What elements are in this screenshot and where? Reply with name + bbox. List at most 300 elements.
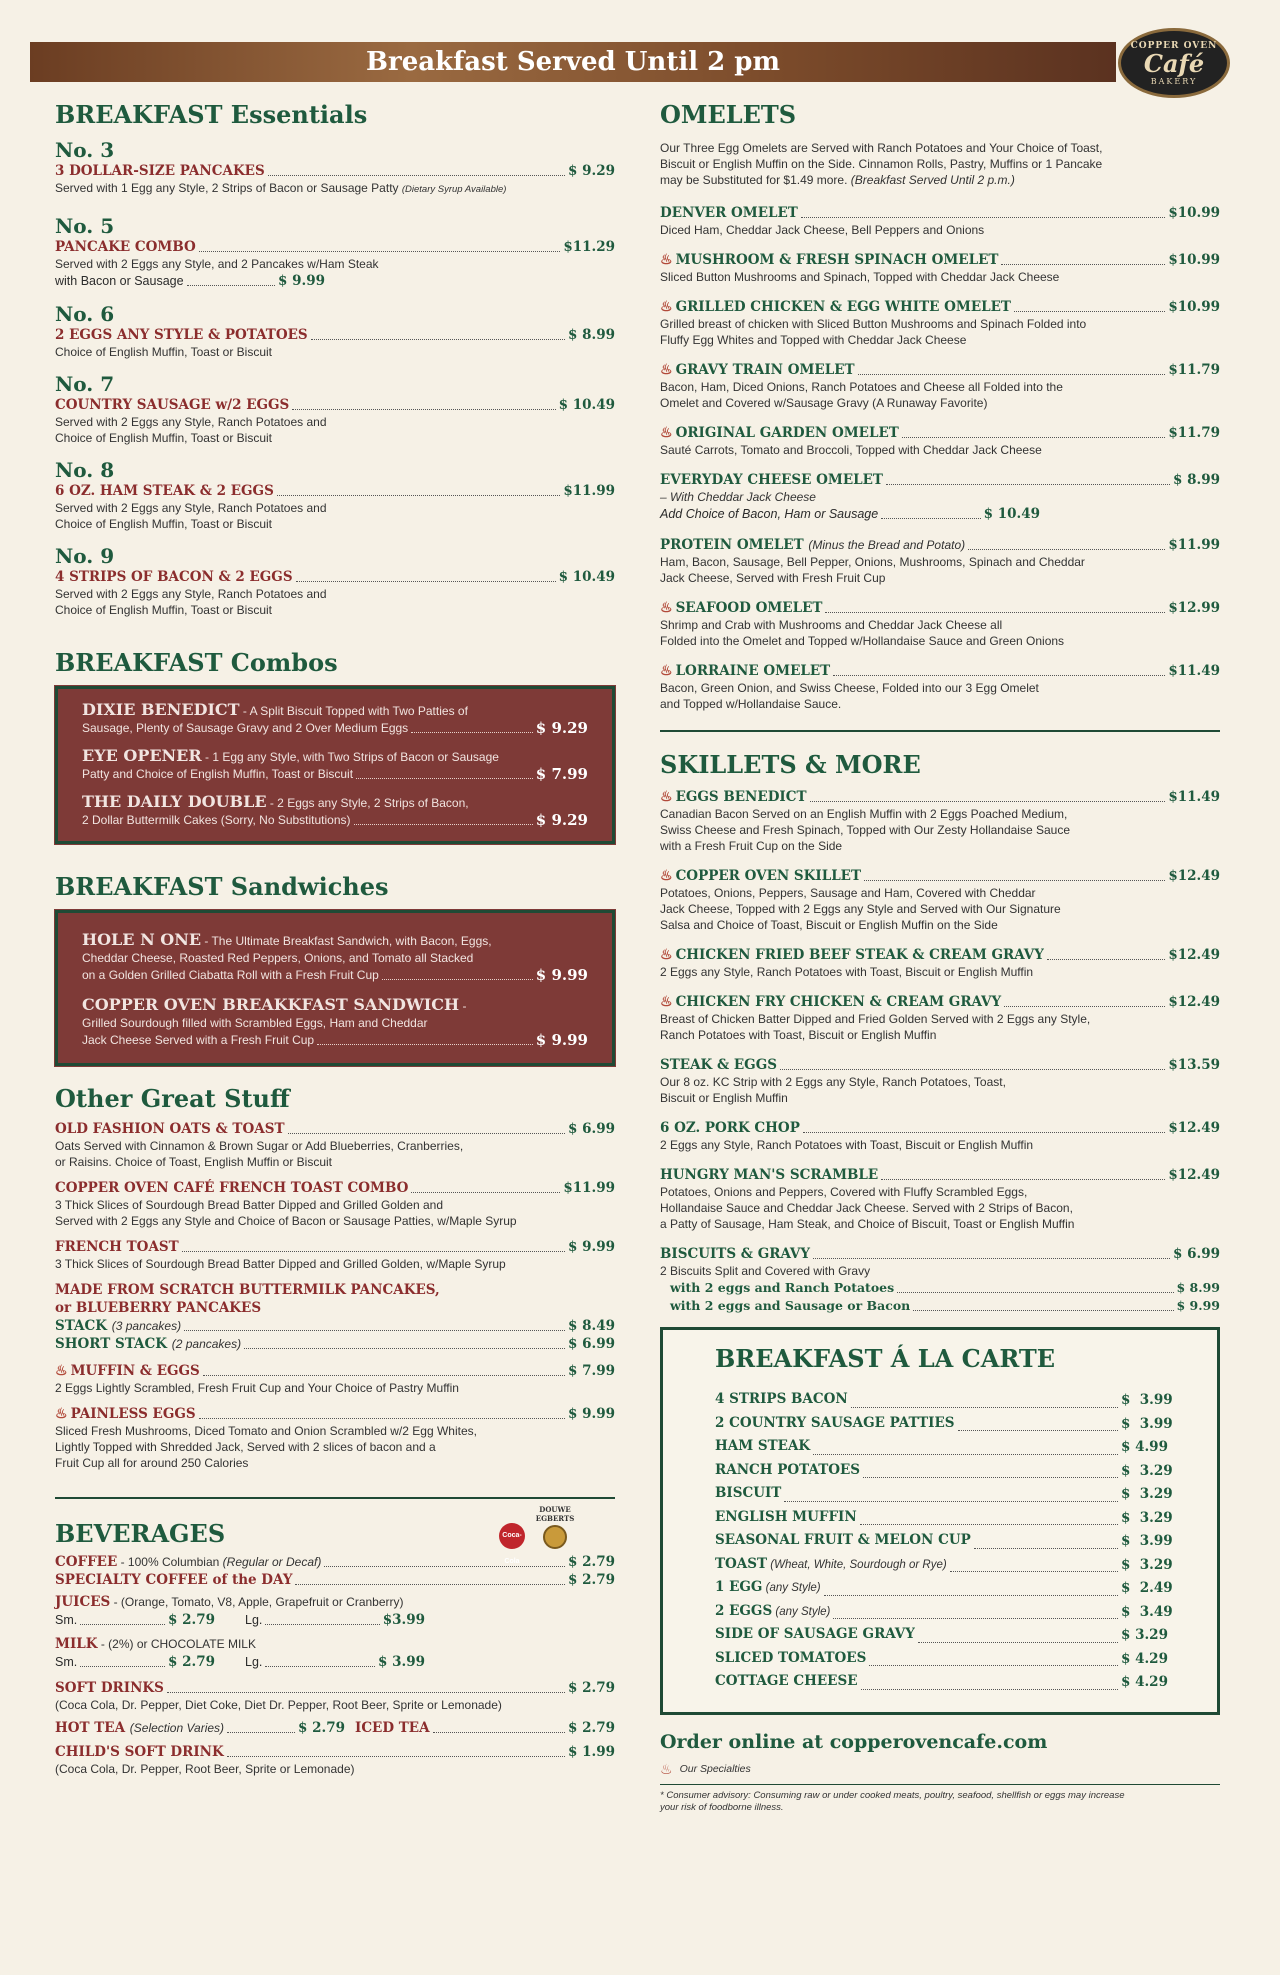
- item-name: HUNGRY MAN'S SCRAMBLE: [660, 1167, 879, 1183]
- skillet-item: [660, 1056, 1220, 1106]
- item-name: BISCUIT: [715, 1485, 782, 1501]
- other-item: [55, 1362, 615, 1396]
- short-stack-price: $ 6.99: [568, 1336, 615, 1352]
- item-desc: Oats Served with Cinnamon & Brown Sugar or Add Blueberries, Cranberries,: [55, 1139, 464, 1153]
- combo-name: DIXIE BENEDICT: [82, 700, 240, 719]
- beverages-list: [55, 1553, 615, 1777]
- consumer-advisory: * Consumer advisory: Consuming raw or under cooked meats, poultry, seafood, shellfish or eggs may increase: [660, 1789, 1125, 1801]
- item-note: (Dietary Syrup Available): [401, 184, 507, 195]
- specialty-icon: ♨: [660, 362, 673, 378]
- combo-name: EYE OPENER: [82, 746, 202, 765]
- item-name: LORRAINE OMELET: [675, 663, 831, 679]
- combo-desc: - 1 Egg any Style, with Two Strips of Bacon or Sausage: [201, 750, 499, 764]
- item-name: PAINLESS EGGS: [70, 1406, 196, 1422]
- alacarte-item: [715, 1459, 1177, 1483]
- douwe-egberts-logo: [535, 1505, 575, 1549]
- logo-top: COPPER OVEN: [1130, 41, 1218, 51]
- item-price: $ 3.49: [1121, 1603, 1173, 1620]
- beverage-price: $ 1.99: [568, 1744, 615, 1760]
- item-desc: Jack Cheese, Topped with 2 Eggs any Style and Served with Our Signature: [660, 902, 1061, 916]
- omelets-title: OMELETS: [660, 100, 797, 129]
- item-desc: Grilled breast of chicken with Sliced Button Mushrooms and Spinach Folded into: [660, 317, 1087, 331]
- alacarte-item: [715, 1623, 1177, 1647]
- item-price: $ 7.99: [568, 1363, 615, 1379]
- skillet-item: [660, 1245, 1220, 1315]
- alacarte-item: [715, 1647, 1177, 1671]
- combo-desc: Patty and Choice of English Muffin, Toast or Biscuit: [82, 767, 354, 781]
- item-name: GRAVY TRAIN OMELET: [675, 362, 855, 378]
- item-price: $11.49: [1168, 789, 1220, 805]
- omelet-item: [660, 536, 1220, 586]
- item-desc: Fluffy Egg Whites and Topped with Cheddar Jack Cheese: [660, 333, 967, 347]
- item-desc: Served with 2 Eggs any Style, Ranch Potatoes and: [55, 415, 327, 429]
- item-price: $10.99: [1168, 252, 1220, 268]
- essentials-item: [55, 138, 615, 198]
- skillets-title: SKILLETS & MORE: [660, 750, 921, 779]
- item-price: $ 3.29: [1121, 1509, 1173, 1526]
- beverage-name: MILK: [55, 1636, 98, 1652]
- item-name: ORIGINAL GARDEN OMELET: [675, 425, 899, 441]
- alacarte-box: [660, 1327, 1220, 1715]
- item-price: $ 3.99: [1121, 1415, 1173, 1432]
- omelet-item: [660, 251, 1220, 285]
- alacarte-item: [715, 1482, 1177, 1506]
- omelets-intro: may be Substituted for $1.49 more.: [660, 173, 851, 187]
- item-note: (Minus the Bread and Potato): [808, 538, 966, 552]
- item-price: $12.49: [1168, 1120, 1220, 1136]
- item-desc: Sliced Fresh Mushrooms, Diced Tomato and Onion Scrambled w/2 Egg Whites,: [55, 1424, 477, 1438]
- item-desc: a Patty of Sausage, Ham Steak, and Choice of Biscuit, Toast or English Muffin: [660, 1217, 1075, 1231]
- beverage-price: $ 2.79: [298, 1720, 345, 1736]
- divider: [55, 1497, 615, 1499]
- item-sub-text: with 2 eggs and Ranch Potatoes: [670, 1280, 895, 1295]
- combo-desc: 2 Dollar Buttermilk Cakes (Sorry, No Substitutions): [82, 813, 351, 827]
- alacarte-title: BREAKFAST Á LA CARTE: [715, 1344, 1056, 1373]
- item-desc: Potatoes, Onions and Peppers, Covered with Fluffy Scrambled Eggs,: [660, 1185, 1028, 1199]
- item-price: $12.49: [1168, 1167, 1220, 1183]
- sandwich-desc: Cheddar Cheese, Roasted Red Peppers, Onions, and Tomato all Stacked: [82, 951, 474, 965]
- item-note: (any Style): [772, 1605, 831, 1618]
- stack-note: (3 pancakes): [111, 1319, 182, 1333]
- beverage-name: ICED TEA: [355, 1720, 430, 1736]
- alacarte-item: [715, 1600, 1177, 1624]
- stack-label: STACK: [55, 1318, 108, 1334]
- item-name: FRENCH TOAST: [55, 1239, 179, 1255]
- item-price: $ 10.49: [558, 569, 615, 585]
- specialty-icon: ♨: [660, 600, 673, 616]
- right-column: [660, 100, 1220, 1814]
- beverage-name: HOT TEA: [55, 1720, 126, 1736]
- beverage-note: (Selection Varies): [129, 1721, 225, 1735]
- combo-item: [82, 747, 588, 783]
- item-name: COPPER OVEN CAFÉ FRENCH TOAST COMBO: [55, 1180, 409, 1196]
- item-price: $10.99: [1168, 299, 1220, 315]
- beverage-price: $ 2.79: [568, 1554, 615, 1570]
- order-online[interactable]: Order online at copperovencafe.com: [660, 1730, 1048, 1753]
- item-price: $ 3.99: [1121, 1392, 1173, 1408]
- item-desc: Swiss Cheese and Fresh Spinach, Topped with Our Zesty Hollandaise Sauce: [660, 823, 1070, 837]
- item-name: MUFFIN & EGGS: [70, 1363, 200, 1379]
- consumer-advisory: your risk of foodborne illness.: [660, 1801, 784, 1813]
- item-desc: 2 Biscuits Split and Covered with Gravy: [660, 1264, 871, 1278]
- item-price: $11.99: [1168, 537, 1220, 553]
- item-desc: and Topped w/Hollandaise Sauce.: [660, 697, 842, 711]
- item-name: TOAST: [715, 1555, 768, 1572]
- skillet-item: [660, 993, 1220, 1043]
- item-price: $ 3.29: [1121, 1486, 1173, 1502]
- douwe-text: DOUWE EGBERTS: [535, 1505, 575, 1523]
- item-desc: or Raisins. Choice of Toast, English Muffin or Biscuit: [55, 1155, 333, 1169]
- item-number: No. 5: [55, 214, 115, 238]
- item-name: MUSHROOM & FRESH SPINACH OMELET: [675, 252, 999, 268]
- item-desc: Shrimp and Crab with Mushrooms and Cheddar Jack Cheese all: [660, 618, 1003, 632]
- beverage-name: CHILD'S SOFT DRINK: [55, 1744, 224, 1760]
- item-price: $ 3.29: [1121, 1556, 1173, 1573]
- combo-desc: - 2 Eggs any Style, 2 Strips of Bacon,: [266, 796, 469, 810]
- beverage-price: $ 2.79: [568, 1680, 615, 1696]
- item-price: $ 4.29: [1121, 1674, 1168, 1690]
- item-price: $11.79: [1168, 362, 1220, 378]
- sandwich-item: [82, 996, 588, 1049]
- item-name: CHICKEN FRY CHICKEN & CREAM GRAVY: [675, 994, 1002, 1010]
- item-desc: 3 Thick Slices of Sourdough Bread Batter Dipped and Grilled Golden, w/Maple Syrup: [55, 1257, 506, 1271]
- alacarte-item: [715, 1412, 1177, 1436]
- essentials-item: [55, 214, 615, 290]
- item-price: $ 3.99: [1121, 1533, 1173, 1549]
- banner: Breakfast Served Until 2 pm: [30, 42, 1116, 82]
- item-price: $ 9.99: [568, 1239, 615, 1255]
- item-sub-price: $ 9.99: [278, 273, 325, 289]
- combo-desc: Sausage, Plenty of Sausage Gravy and 2 Over Medium Eggs: [82, 721, 409, 735]
- skillet-item: [660, 1119, 1220, 1153]
- item-desc: Served with 2 Eggs any Style, and 2 Pancakes w/Ham Steak: [55, 257, 379, 271]
- alacarte-item: [715, 1670, 1177, 1694]
- combo-name: THE DAILY DOUBLE: [82, 792, 267, 811]
- specialties-legend: Our Specialties: [679, 1763, 751, 1775]
- specialty-icon: ♨: [660, 994, 673, 1010]
- item-desc: Omelet and Covered w/Sausage Gravy (A Runaway Favorite): [660, 396, 988, 410]
- item-price: $11.99: [563, 1180, 615, 1196]
- item-name: EGGS BENEDICT: [675, 789, 807, 805]
- omelet-item: [660, 662, 1220, 712]
- alacarte-item: [715, 1553, 1177, 1577]
- combo-item: [82, 793, 588, 829]
- item-name: SIDE OF SAUSAGE GRAVY: [715, 1626, 915, 1642]
- item-price: $ 6.99: [1173, 1246, 1220, 1262]
- item-number: No. 9: [55, 544, 115, 568]
- item-name: 6 OZ. HAM STEAK & 2 EGGS: [55, 483, 274, 499]
- item-desc: Ranch Potatoes with Toast, Biscuit or English Muffin: [660, 1028, 937, 1042]
- skillet-item: [660, 1166, 1220, 1232]
- item-desc: Breast of Chicken Batter Dipped and Fried Golden Served with 2 Eggs any Style,: [660, 1012, 1091, 1026]
- item-name: 6 OZ. PORK CHOP: [660, 1120, 800, 1136]
- omelet-item: [660, 599, 1220, 649]
- sandwiches-box: [55, 910, 615, 1066]
- sandwich-price: $ 9.99: [535, 1031, 588, 1049]
- specialty-icon: ♨: [660, 663, 673, 679]
- omelet-item: [660, 471, 1220, 523]
- cafe-logo: [1118, 28, 1230, 98]
- item-desc: Canadian Bacon Served on an English Muffin with 2 Eggs Poached Medium,: [660, 807, 1068, 821]
- item-price: $ 2.49: [1121, 1580, 1173, 1596]
- item-name: BISCUITS & GRAVY: [660, 1246, 811, 1262]
- sandwiches-title: BREAKFAST Sandwiches: [55, 872, 389, 901]
- essentials-item: [55, 458, 615, 532]
- combo-item: [82, 701, 588, 737]
- skillet-item: [660, 946, 1220, 980]
- beverage-name: JUICES: [55, 1594, 111, 1610]
- item-price: $ 4.29: [1121, 1650, 1168, 1667]
- item-name: COTTAGE CHEESE: [715, 1673, 858, 1689]
- item-price: $11.79: [1168, 425, 1220, 441]
- item-desc: Served with 2 Eggs any Style and Choice of Bacon or Sausage Patties, w/Maple Syrup: [55, 1214, 517, 1228]
- item-sub-price: $ 8.99: [1176, 1280, 1220, 1295]
- other-title: Other Great Stuff: [55, 1084, 290, 1113]
- alacarte-list: [715, 1388, 1177, 1694]
- beverage-price: $ 2.79: [568, 1572, 615, 1588]
- essentials-title: BREAKFAST Essentials: [55, 100, 368, 129]
- item-desc: Jack Cheese, Served with Fresh Fruit Cup: [660, 571, 886, 585]
- skillet-item: [660, 867, 1220, 933]
- item-desc: Lightly Topped with Shredded Jack, Served with 2 slices of bacon and a: [55, 1440, 436, 1454]
- combos-title: BREAKFAST Combos: [55, 648, 338, 677]
- item-price: $13.59: [1168, 1057, 1220, 1073]
- alacarte-item: [715, 1576, 1177, 1600]
- item-sub-price: $ 9.99: [1176, 1298, 1220, 1313]
- item-name: GRILLED CHICKEN & EGG WHITE OMELET: [675, 299, 1011, 315]
- item-desc: Bacon, Green Onion, and Swiss Cheese, Folded into our 3 Egg Omelet: [660, 681, 1039, 695]
- skillet-item: [660, 788, 1220, 854]
- left-column: [55, 100, 615, 1777]
- specialty-icon: ♨: [660, 425, 673, 441]
- beverage-name: SOFT DRINKS: [55, 1680, 164, 1696]
- item-name: SLICED TOMATOES: [715, 1649, 867, 1666]
- price-large: $3.99: [382, 1612, 425, 1628]
- item-desc: Served with 2 Eggs any Style, Ranch Potatoes and: [55, 501, 327, 515]
- alacarte-item: [715, 1506, 1177, 1530]
- alacarte-item: [715, 1435, 1177, 1459]
- short-stack-note: (2 pancakes): [171, 1337, 242, 1351]
- sandwich-desc: Grilled Sourdough filled with Scrambled Eggs, Ham and Cheddar: [82, 1016, 428, 1030]
- item-desc: Ham, Bacon, Sausage, Bell Pepper, Onions, Mushrooms, Spinach and Cheddar: [660, 555, 1085, 569]
- omelets-intro: Our Three Egg Omelets are Served with Ranch Potatoes and Your Choice of Toast,: [660, 141, 1103, 155]
- beverage-desc: - (Orange, Tomato, V8, Apple, Grapefruit or Cranberry): [110, 1595, 404, 1609]
- size-small: Sm.: [55, 1655, 78, 1669]
- other-item: [55, 1120, 615, 1170]
- item-desc: Choice of English Muffin, Toast or Biscuit: [55, 517, 272, 531]
- item-price: $ 9.99: [568, 1406, 615, 1422]
- item-desc: 2 Eggs any Style, Ranch Potatoes with Toast, Biscuit or English Muffin: [660, 1138, 1034, 1152]
- item-price: $ 3.29: [1121, 1462, 1173, 1479]
- item-desc: Bacon, Ham, Diced Onions, Ranch Potatoes and Cheese all Folded into the: [660, 380, 1063, 394]
- sandwich-price: $ 9.99: [535, 966, 588, 984]
- other-item: [55, 1238, 615, 1272]
- item-name: RANCH POTATOES: [715, 1461, 861, 1478]
- item-desc: with a Fresh Fruit Cup on the Side: [660, 839, 843, 853]
- item-price: $12.49: [1168, 994, 1220, 1010]
- item-sub-price: $ 10.49: [983, 506, 1040, 522]
- sandwich-name: COPPER OVEN BREAKKFAST SANDWICH: [82, 995, 460, 1014]
- combo-price: $ 9.29: [535, 811, 588, 829]
- item-price: $ 8.99: [1173, 472, 1220, 488]
- item-desc: Served with 2 Eggs any Style, Ranch Potatoes and: [55, 587, 327, 601]
- item-price: $ 4.99: [1121, 1439, 1168, 1455]
- size-large: Lg.: [245, 1613, 263, 1627]
- item-name: 4 STRIPS OF BACON & 2 EGGS: [55, 569, 293, 585]
- item-price: $12.49: [1168, 868, 1220, 884]
- item-name: EVERYDAY CHEESE OMELET: [660, 472, 883, 488]
- item-name: 3 DOLLAR-SIZE PANCAKES: [55, 163, 265, 179]
- item-price: $ 3.29: [1121, 1627, 1168, 1643]
- item-price: $11.49: [1168, 663, 1220, 679]
- item-price: $11.99: [563, 483, 615, 499]
- item-name: COPPER OVEN SKILLET: [675, 868, 862, 884]
- item-name: SEAFOOD OMELET: [675, 600, 823, 616]
- specialty-icon: ♨: [660, 868, 673, 884]
- item-desc: Sliced Button Mushrooms and Spinach, Topped with Cheddar Jack Cheese: [660, 270, 1060, 284]
- size-small: Sm.: [55, 1613, 78, 1627]
- omelet-item: [660, 298, 1220, 348]
- specialty-icon: ♨: [660, 947, 673, 963]
- other-item: [55, 1281, 615, 1353]
- combo-price: $ 9.29: [535, 719, 588, 737]
- essentials-item: [55, 372, 615, 446]
- logo-bottom: BAKERY: [1150, 77, 1198, 86]
- item-price: $ 6.99: [568, 1121, 615, 1137]
- item-price: $12.49: [1168, 947, 1220, 963]
- sandwich-item: [82, 931, 588, 984]
- coca-cola-logo: Coca-Cola: [499, 1523, 525, 1549]
- combos-box: [55, 686, 615, 844]
- item-price: $11.29: [563, 239, 615, 255]
- item-name: DENVER OMELET: [660, 205, 798, 221]
- specialty-icon: ♨: [55, 1406, 68, 1422]
- sandwich-name: HOLE N ONE: [82, 930, 202, 949]
- item-name: PANCAKE COMBO: [55, 239, 196, 255]
- stack-price: $ 8.49: [568, 1318, 615, 1334]
- specialty-icon: ♨: [55, 1363, 68, 1379]
- item-name: 2 EGGS: [715, 1602, 773, 1619]
- item-name: 4 STRIPS BACON: [715, 1391, 848, 1407]
- item-price: $ 9.29: [568, 163, 615, 179]
- specialty-icon: ♨: [660, 789, 673, 805]
- divider: [660, 1784, 1220, 1785]
- item-sub-text: with Bacon or Sausage: [55, 274, 184, 288]
- beverage-name: SPECIALTY COFFEE of the DAY: [55, 1572, 293, 1588]
- omelets-intro-note: (Breakfast Served Until 2 p.m.): [850, 173, 1015, 187]
- sandwich-desc: on a Golden Grilled Ciabatta Roll with a Fresh Fruit Cup: [82, 968, 379, 982]
- omelet-item: [660, 361, 1220, 411]
- item-name: PROTEIN OMELET: [660, 537, 804, 553]
- item-desc: 2 Eggs Lightly Scrambled, Fresh Fruit Cup and Your Choice of Pastry Muffin: [55, 1381, 459, 1395]
- alacarte-item: [715, 1388, 1177, 1412]
- omelet-item: [660, 424, 1220, 458]
- item-name: STEAK & EGGS: [660, 1057, 777, 1073]
- essentials-item: [55, 544, 615, 618]
- specialty-icon: ♨: [660, 252, 673, 268]
- item-name: OLD FASHION OATS & TOAST: [55, 1121, 285, 1137]
- sandwich-desc: - The Ultimate Breakfast Sandwich, with Bacon, Eggs,: [201, 934, 492, 948]
- omelets-intro: Biscuit or English Muffin on the Side. Cinnamon Rolls, Pastry, Muffins or 1 Pancake: [660, 157, 1103, 171]
- item-desc: Potatoes, Onions, Peppers, Sausage and Ham, Covered with Cheddar: [660, 886, 1036, 900]
- item-desc: Served with 1 Egg any Style, 2 Strips of Bacon or Sausage Patty: [55, 181, 399, 195]
- item-name: CHICKEN FRIED BEEF STEAK & CREAM GRAVY: [675, 947, 1044, 963]
- item-note: (Wheat, White, Sourdough or Rye): [767, 1558, 947, 1571]
- item-desc: 3 Thick Slices of Sourdough Bread Batter Dipped and Grilled Golden and: [55, 1198, 444, 1212]
- price-large: $ 3.99: [378, 1654, 425, 1670]
- sandwich-desc: Jack Cheese Served with a Fresh Fruit Cup: [82, 1033, 315, 1047]
- item-desc: Our 8 oz. KC Strip with 2 Eggs any Style, Ranch Potatoes, Toast,: [660, 1075, 1006, 1089]
- item-desc: Sauté Carrots, Tomato and Broccoli, Topped with Cheddar Jack Cheese: [660, 443, 1042, 457]
- combo-desc: - A Split Biscuit Topped with Two Patties of: [239, 704, 468, 718]
- item-price: $10.99: [1168, 205, 1220, 221]
- beverage-desc: - (2%) or CHOCOLATE MILK: [97, 1637, 256, 1651]
- beverage-price: $ 2.79: [568, 1720, 615, 1736]
- beverage-desc: (Coca Cola, Dr. Pepper, Diet Coke, Diet Dr. Pepper, Root Beer, Sprite or Lemonade): [55, 1698, 502, 1712]
- item-desc: Diced Ham, Cheddar Jack Cheese, Bell Peppers and Onions: [660, 223, 985, 237]
- short-stack-label: SHORT STACK: [55, 1336, 168, 1352]
- item-name: 1 EGG: [715, 1579, 763, 1595]
- item-desc: Hollandaise Sauce and Cheddar Jack Cheese. Served with 2 Strips of Bacon,: [660, 1201, 1073, 1215]
- logo-main: Café: [1143, 49, 1205, 78]
- specialty-icon: ♨: [660, 299, 673, 315]
- item-name: SEASONAL FRUIT & MELON CUP: [715, 1532, 971, 1548]
- item-desc: Choice of English Muffin, Toast or Biscuit: [55, 603, 272, 617]
- item-desc: – With Cheddar Jack Cheese: [660, 490, 816, 504]
- item-name: 2 EGGS ANY STYLE & POTATOES: [55, 327, 308, 343]
- beverage-note: (Regular or Decaf): [222, 1555, 322, 1569]
- item-sub-text: Add Choice of Bacon, Ham or Sausage: [660, 507, 879, 521]
- item-name: or BLUEBERRY PANCAKES: [55, 1300, 262, 1316]
- item-desc: Choice of English Muffin, Toast or Biscuit: [55, 345, 272, 359]
- essentials-item: [55, 302, 615, 360]
- omelet-item: [660, 204, 1220, 238]
- beverage-desc: - 100% Columbian: [117, 1555, 223, 1569]
- item-price: $ 10.49: [558, 397, 615, 413]
- alacarte-item: [715, 1529, 1177, 1553]
- item-desc: Folded into the Omelet and Topped w/Hollandaise Sauce and Green Onions: [660, 634, 1065, 648]
- beverages-title: BEVERAGES: [55, 1519, 226, 1548]
- item-desc: Fruit Cup all for around 250 Calories: [55, 1456, 249, 1470]
- other-item: [55, 1179, 615, 1229]
- item-price: $12.99: [1168, 600, 1220, 616]
- item-name: 2 COUNTRY SAUSAGE PATTIES: [715, 1414, 955, 1431]
- item-number: No. 6: [55, 302, 115, 326]
- item-price: $ 8.99: [568, 327, 615, 343]
- item-name: ENGLISH MUFFIN: [715, 1508, 857, 1525]
- item-number: No. 7: [55, 372, 115, 396]
- item-sub-text: with 2 eggs and Sausage or Bacon: [670, 1298, 911, 1313]
- other-item: [55, 1405, 615, 1471]
- item-name: HAM STEAK: [715, 1438, 811, 1454]
- specialty-icon: ♨: [660, 1760, 673, 1777]
- divider: [660, 730, 1220, 732]
- price-small: $ 2.79: [168, 1654, 215, 1670]
- item-number: No. 8: [55, 458, 115, 482]
- item-desc: Choice of English Muffin, Toast or Biscuit: [55, 431, 272, 445]
- item-note: (any Style): [762, 1582, 821, 1594]
- beverage-name: COFFEE: [55, 1554, 118, 1570]
- item-name: COUNTRY SAUSAGE w/2 EGGS: [55, 397, 290, 413]
- sandwich-desc: -: [459, 999, 467, 1013]
- item-name: MADE FROM SCRATCH BUTTERMILK PANCAKES,: [55, 1282, 440, 1298]
- item-number: No. 3: [55, 138, 115, 162]
- price-small: $ 2.79: [168, 1612, 215, 1628]
- item-desc: Salsa and Choice of Toast, Biscuit or English Muffin on the Side: [660, 918, 998, 932]
- item-desc: Biscuit or English Muffin: [660, 1091, 788, 1105]
- size-large: Lg.: [245, 1655, 263, 1669]
- combo-price: $ 7.99: [535, 765, 588, 783]
